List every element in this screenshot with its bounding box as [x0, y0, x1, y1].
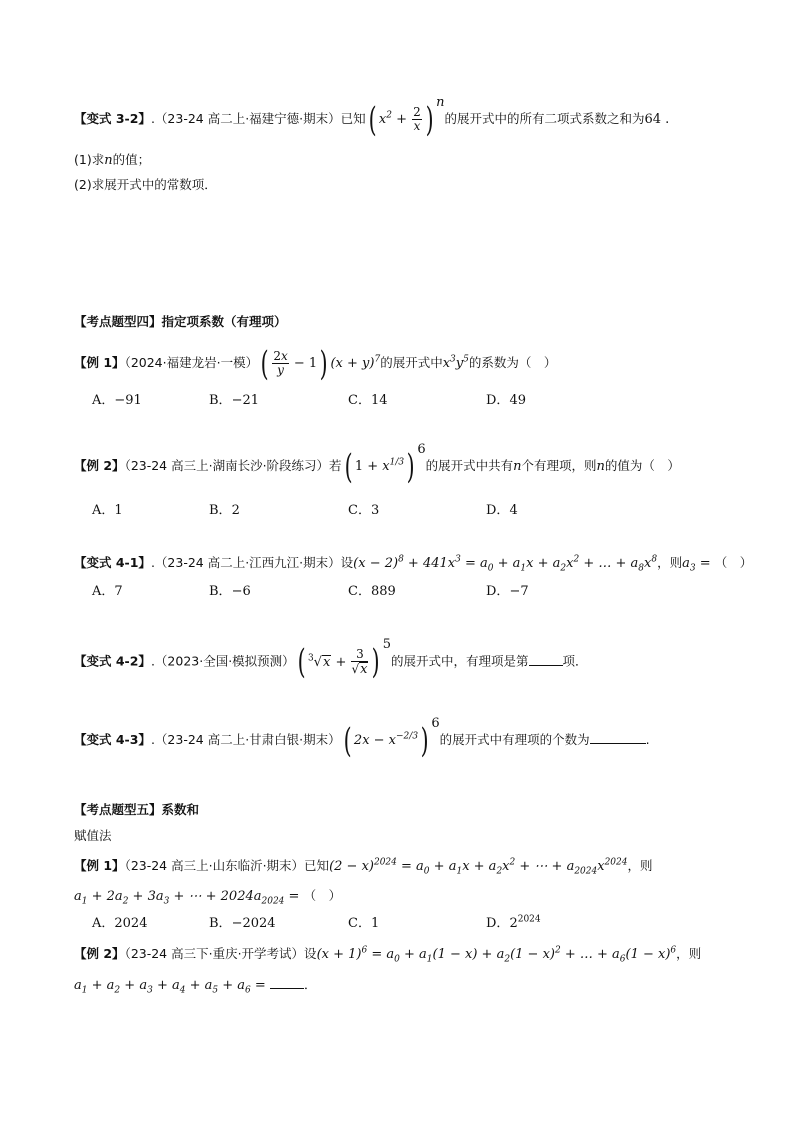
option-b[interactable]: B．−21: [209, 393, 259, 408]
example-5-1-question: 【例 1】（23-24 高三上·山东临沂·期末）已知$(2 - x)^{2024} = a_0 + a_1x + a_2x^2$ + ⋯ + $a_{2024}x^{2024}$，则: [74, 857, 653, 877]
option-d[interactable]: D．−7: [486, 584, 529, 599]
variant-3-2-source: .（23-24 高二上·福建宁德·期末）已知: [150, 111, 366, 126]
option-b[interactable]: B．−2024: [209, 916, 276, 931]
fraction-2-over-x: $\frac{2}{x}$: [413, 105, 421, 133]
option-c[interactable]: C．889: [348, 584, 396, 599]
option-a[interactable]: A．2024: [92, 916, 148, 931]
option-c[interactable]: C．14: [348, 393, 388, 408]
option-b[interactable]: B．2: [209, 503, 240, 518]
variant-3-2-value: 64: [644, 112, 662, 127]
variant-3-2-sub1: (1)求n的值；: [74, 152, 151, 168]
expr-x2: $x^2$: [378, 110, 392, 127]
example-5-1-line2: $a_1 + 2a_2 + 3a_3$ + ⋯ + $2024a_{2024}$ = （ ）: [74, 888, 342, 907]
example-4-2-question: 【例 2】（23-24 高三上·湖南长沙·阶段练习）若( $1 + x^{1/3}$) $^6$的展开式中共有n个有理项，则n的值为（ ）: [74, 441, 680, 487]
answer-blank[interactable]: [270, 976, 304, 989]
variant-4-2-question: 【变式 4-2】.（2023·全国·模拟预测）( $^3$√x + $\frac{3}{√x}$ ) $^5$的展开式中，有理项是第 项．: [74, 637, 588, 682]
section-4-title: 【考点题型四】指定项系数（有理项）: [74, 314, 287, 329]
section-5-method: 赋值法: [74, 828, 112, 843]
option-c[interactable]: C．3: [348, 503, 380, 518]
answer-blank[interactable]: [590, 731, 646, 744]
example-4-1-question: 【例 1】（2024·福建龙岩·一模）( $\frac{2x}{y}$ − 1) $(x + y)^7$的展开式中$x^3y^5$的系数为（ ）: [74, 343, 557, 384]
option-b[interactable]: B．−6: [209, 584, 251, 599]
option-d[interactable]: D．4: [486, 503, 518, 518]
example-5-2-line2: $a_1 + a_2 + a_3 + a_4 + a_5 + a_6$ = ．: [74, 977, 317, 996]
answer-blank[interactable]: [529, 653, 563, 666]
variant-3-2-tail: 的展开式中的所有二项式系数之和为: [444, 111, 645, 126]
variant-3-2-question: 【变式 3-2】.（23-24 高二上·福建宁德·期末）已知( $x^2$ + $\frac{2}{x}$ ) $^n$的展开式中的所有二项式系数之和为64 .: [74, 94, 670, 140]
variant-3-2-sub2: (2)求展开式中的常数项．: [74, 177, 217, 192]
option-a[interactable]: A．−91: [92, 393, 142, 408]
variant-3-2-tag: 【变式 3-2】: [74, 111, 151, 126]
option-d[interactable]: D．$2^{2024}$: [486, 914, 541, 931]
section-5-title: 【考点题型五】系数和: [74, 802, 200, 817]
option-d[interactable]: D．49: [486, 393, 526, 408]
option-c[interactable]: C．1: [348, 916, 380, 931]
option-a[interactable]: A．7: [92, 584, 123, 599]
example-5-2-question: 【例 2】（23-24 高三下·重庆·开学考试）设$(x + 1)^6 = a_0 + a_1(1 - x) + a_2(1 - x)^2$ + … + $a_6(1 - x)^6$，则: [74, 945, 702, 965]
variant-4-3-question: 【变式 4-3】.（23-24 高二上·甘肃白银·期末）( $2x - x^{-2/3}$) $^6$的展开式中有理项的个数为 .: [74, 715, 650, 761]
variant-4-1-question: 【变式 4-1】.（23-24 高二上·江西九江·期末）设$(x - 2)^8 + 441x^3 = a_0 + a_1x + a_2x^2$ + … + $a_8x^8$，则$a_3$ = （ ）: [74, 554, 753, 574]
option-a[interactable]: A．1: [92, 503, 123, 518]
